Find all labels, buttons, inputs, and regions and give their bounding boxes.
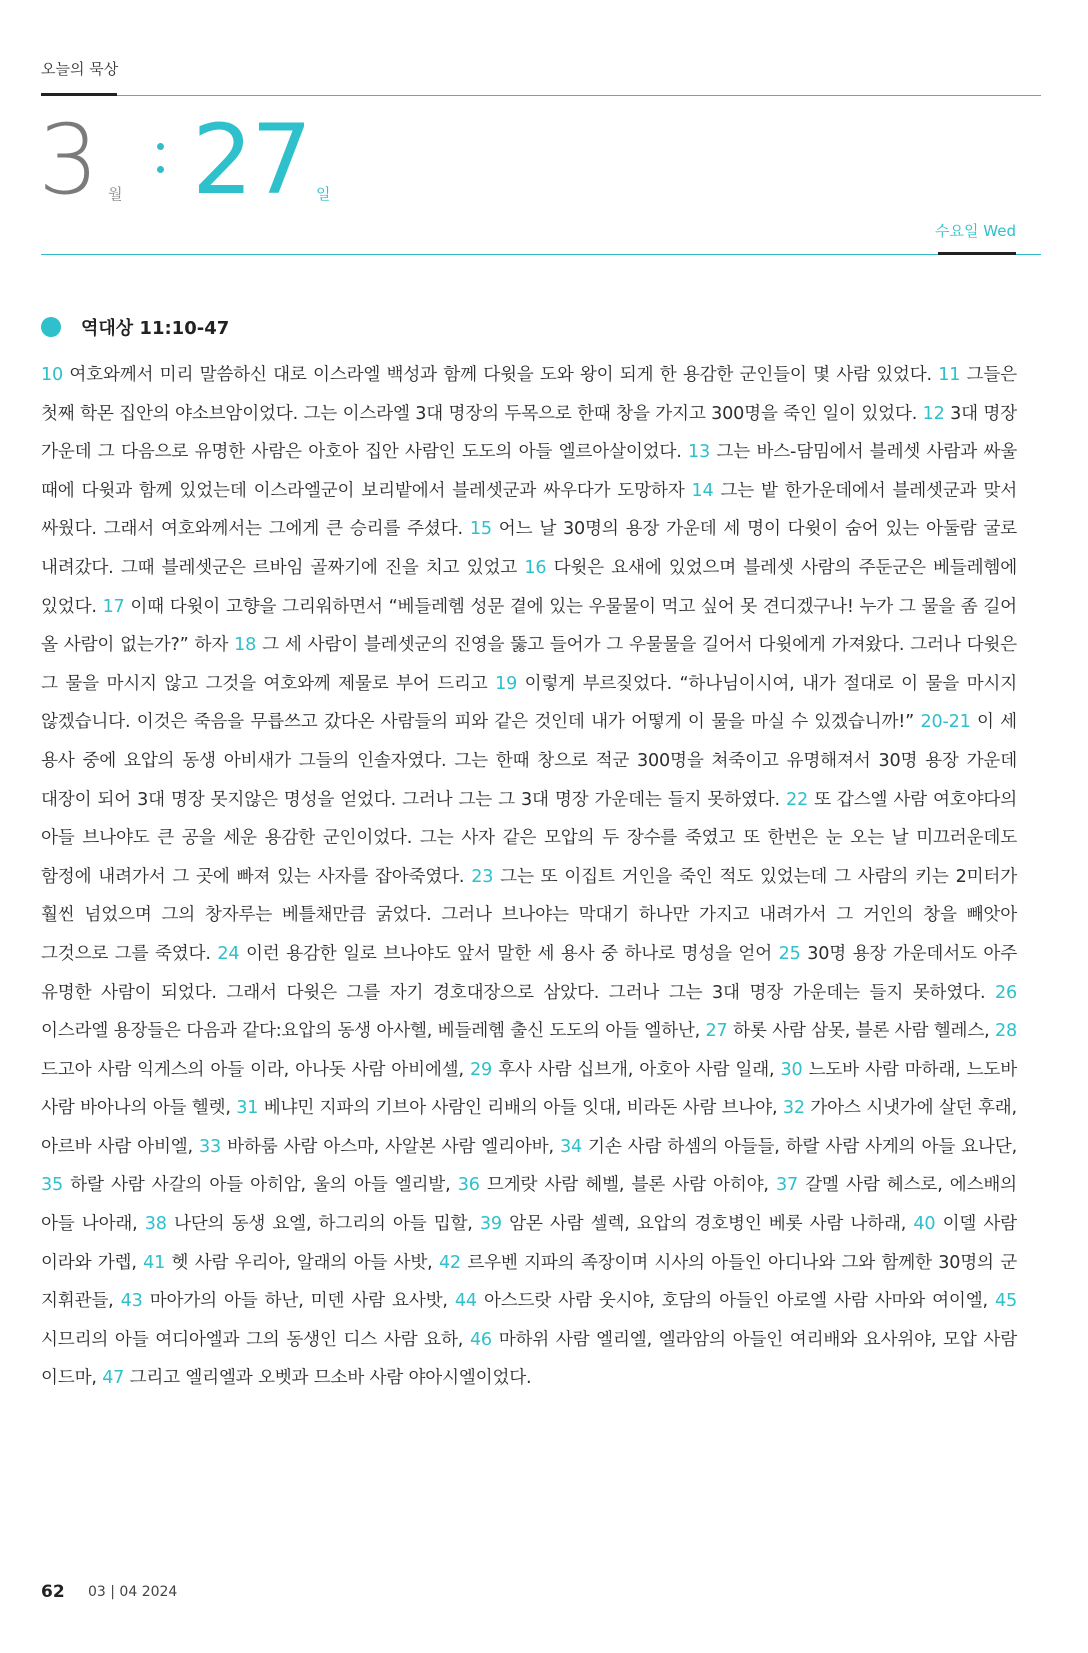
scripture-body xyxy=(41,356,1017,1398)
verse-number: 35 xyxy=(41,1175,63,1196)
verse-text: 갈멜 사람 헤스로, 에스배의 아들 나아래, xyxy=(41,1175,1017,1235)
issue-date: 03 | 04 2024 xyxy=(88,1584,178,1600)
verse-number: 29 xyxy=(469,1059,492,1080)
verse-number: 17 xyxy=(102,596,125,617)
verse-text: 기손 사람 하셈의 아들들, 하랄 사람 사게의 아들 요나단, xyxy=(588,1136,1017,1157)
header-label: 오늘의 묵상 xyxy=(41,60,119,78)
verse-text: 여호와께서 미리 말씀하신 대로 이스라엘 백성과 함께 다윗을 도와 왕이 되게 한 용감한 군인들이 몇 사람 있었다. xyxy=(69,365,932,385)
date-colon xyxy=(157,143,165,189)
verse-number: 46 xyxy=(469,1329,492,1350)
month-unit: 월 xyxy=(108,185,123,203)
verse-text: 므게랏 사람 헤벨, 블론 사람 아히야, xyxy=(486,1175,769,1196)
verse-text: 나단의 동생 요엘, 하그리의 아들 밉할, xyxy=(173,1214,473,1235)
verse-number: 19 xyxy=(495,673,518,694)
verse-number: 25 xyxy=(778,943,801,964)
verse-text: 시므리의 아들 여디아엘과 그의 동생인 디스 사람 요하, xyxy=(41,1329,464,1350)
verse-number: 36 xyxy=(457,1175,480,1196)
verse-number: 39 xyxy=(479,1214,502,1235)
verse-text: 그는 바스-담밈에서 블레셋 사람과 싸울 때에 다윗과 함께 있었는데 이스라엘군이 보리밭에서 블레셋군과 싸우다가 도망하자 xyxy=(41,442,1017,501)
verse-number: 23 xyxy=(471,866,494,887)
verse-text: 이런 용감한 일로 브나야도 앞서 말한 세 용사 중 하나로 명성을 얻어 xyxy=(245,943,773,964)
verse-text: 가아스 시냇가에 살던 후래, 아르바 사람 아비엘, xyxy=(41,1098,1017,1157)
month-number: 3 xyxy=(38,104,98,216)
verse-number: 22 xyxy=(786,789,809,810)
verse-number: 26 xyxy=(994,982,1017,1003)
verse-text: 그들은 첫째 학몬 집안의 야소브암이었다. 그는 이스라엘 3대 명장의 두목으로 한때 창을 가지고 300명을 죽인 일이 있었다. xyxy=(41,365,1017,424)
passage-reference: 역대상 11:10-47 xyxy=(81,318,230,339)
verse-number: 13 xyxy=(688,442,711,463)
verse-text: 드고아 사람 익게스의 아들 이라, 아나돗 사람 아비에셀, xyxy=(41,1059,464,1080)
weekday-label: 수요일 Wed xyxy=(935,222,1016,240)
verse-number: 30 xyxy=(780,1059,803,1080)
verse-text: 이렇게 부르짖었다. “하나님이시여, 내가 절대로 이 물을 마시지 않겠습니다. 이것은 죽음을 무릅쓰고 갔다온 사람들의 피와 같은 것인데 내가 어떻게 이 물을 마실 수 있겠습니까!” xyxy=(41,673,1017,733)
verse-text: 이때 다윗이 고향을 그리워하면서 “베들레헴 성문 곁에 있는 우물물이 먹고 싶어 못 견디겠구나! 누가 그 물을 좀 길어 올 사람이 없는가?” 하자 xyxy=(41,596,1017,656)
verse-number: 41 xyxy=(143,1252,166,1273)
verse-text: 하랄 사람 사갈의 아들 아히암, 울의 아들 엘리발, xyxy=(70,1175,451,1196)
verse-text: 바하룸 사람 아스마, 사알본 사람 엘리아바, xyxy=(227,1136,554,1157)
verse-number: 34 xyxy=(559,1136,582,1157)
verse-number: 16 xyxy=(524,557,547,578)
verse-number: 40 xyxy=(913,1214,936,1235)
verse-text: 이 세 용사 중에 요압의 동생 아비새가 그들의 인솔자였다. 그는 한때 창으로 적군 300명을 쳐죽이고 유명해져서 30명 용장 가운데 대장이 되어 3대 명장 못지않은 명성을 얻었다. 그러나 그는 그 3대 명장 가운데는 들지 못하였다. xyxy=(41,712,1017,810)
verse-number: 32 xyxy=(782,1098,805,1119)
day-unit: 일 xyxy=(316,185,331,203)
verse-text: 마하위 사람 엘리엘, 엘라암의 아들인 여리배와 요사위야, 모압 사람 이드마, xyxy=(41,1329,1017,1389)
verse-text: 그는 밭 한가운데에서 블레셋군과 맞서 싸웠다. 그래서 여호와께서는 그에게 큰 승리를 주셨다. xyxy=(41,480,1017,540)
verse-text: 이스라엘 용장들은 다음과 같다:요압의 동생 아사헬, 베들레헴 출신 도도의 아들 엘하난, xyxy=(41,1021,701,1042)
verse-number: 33 xyxy=(199,1136,222,1157)
verse-number: 10 xyxy=(41,365,63,385)
verse-text: 르우벤 지파의 족장이며 시사의 아들인 아디나와 그와 함께한 30명의 군 지휘관들, xyxy=(41,1252,1017,1312)
day-number: 27 xyxy=(192,104,311,216)
verse-text: 그 세 사람이 블레셋군의 진영을 뚫고 들어가 그 우물물을 길어서 다윗에게 가져왔다. 그러나 다윗은 그 물을 마시지 않고 그것을 여호와께 제물로 부어 드리고 xyxy=(41,635,1017,694)
verse-text: 어느 날 30명의 용장 가운데 세 명이 다윗이 숨어 있는 아둘람 굴로 내려갔다. 그때 블레셋군은 르바임 골짜기에 진을 치고 있었고 xyxy=(41,519,1017,578)
verse-text: 30명 용장 가운데서도 아주 유명한 사람이 되었다. 그래서 다윗은 그를 자기 경호대장으로 삼았다. 그러나 그는 3대 명장 가운데는 들지 못하였다. xyxy=(41,943,1017,1003)
verse-number: 45 xyxy=(995,1291,1017,1312)
verse-text: 후사 사람 십브개, 아호아 사람 일래, xyxy=(498,1059,775,1080)
verse-number: 37 xyxy=(776,1175,799,1196)
verse-number: 28 xyxy=(995,1021,1017,1042)
verse-number: 31 xyxy=(236,1098,259,1119)
verse-number: 18 xyxy=(234,635,257,656)
verse-number: 43 xyxy=(120,1291,143,1312)
header-divider-accent xyxy=(41,93,117,96)
verse-text: 그리고 엘리엘과 오벳과 므소바 사람 야아시엘이었다. xyxy=(129,1368,532,1389)
verse-number: 38 xyxy=(144,1214,167,1235)
verse-number: 11 xyxy=(938,365,961,385)
verse-text: 암몬 사람 셀렉, 요압의 경호병인 베롯 사람 나하래, xyxy=(509,1214,907,1235)
page-number: 62 xyxy=(41,1582,65,1602)
verse-text: 이델 사람 이라와 가렙, xyxy=(41,1214,1017,1273)
verse-text: 헷 사람 우리아, 알래의 아들 사밧, xyxy=(171,1252,433,1273)
verse-number: 44 xyxy=(454,1291,477,1312)
verse-text: 또 갑스엘 사람 여호야다의 아들 브나야도 큰 공을 세운 용감한 군인이었다. 그는 사자 같은 모압의 두 장수를 죽였고 또 한번은 눈 오는 날 미끄러운데도 함정에 내려가서 그 곳에 빠져 있는 사자를 잡아죽였다. xyxy=(41,789,1017,887)
verse-number: 42 xyxy=(438,1252,461,1273)
verse-number: 24 xyxy=(217,943,240,964)
verse-number: 20-21 xyxy=(920,712,971,733)
passage-heading xyxy=(41,314,229,340)
verse-text: 그는 또 이집트 거인을 죽인 적도 있었는데 그 사람의 키는 2미터가 훨씬 넘었으며 그의 창자루는 베틀채만큼 굵었다. 그러나 브나야는 막대기 하나만 가지고 내려가서 그 거인의 창을 빼앗아 그것으로 그를 죽였다. xyxy=(41,866,1017,964)
bullet-dot-icon xyxy=(41,317,61,337)
verse-number: 27 xyxy=(705,1021,728,1042)
verse-text: 3대 명장 가운데 그 다음으로 유명한 사람은 아호아 집안 사람인 도도의 아들 엘르아살이었다. xyxy=(41,403,1017,463)
verse-text: 베냐민 지파의 기브아 사람인 리배의 아들 잇대, 비라돈 사람 브나야, xyxy=(263,1098,778,1119)
verse-text: 아스드랏 사람 웃시야, 호담의 아들인 아로엘 사람 사마와 여이엘, xyxy=(483,1291,988,1312)
verse-number: 15 xyxy=(469,519,492,540)
header-divider xyxy=(41,95,1041,96)
verse-number: 12 xyxy=(922,403,945,424)
weekday-divider-accent xyxy=(938,252,1016,255)
weekday-divider xyxy=(41,254,1041,255)
verse-number: 14 xyxy=(691,480,714,501)
verse-number: 47 xyxy=(102,1368,125,1389)
verse-text: 다윗은 요새에 있었으며 블레셋 사람의 주둔군은 베들레헴에 있었다. xyxy=(41,557,1017,617)
verse-text: 마아가의 아들 하난, 미덴 사람 요사밧, xyxy=(149,1291,448,1312)
verse-text: 느도바 사람 마하래, 느도바 사람 바아나의 아들 헬렛, xyxy=(41,1059,1017,1119)
verse-text: 하롯 사람 삼못, 블론 사람 헬레스, xyxy=(733,1021,990,1042)
